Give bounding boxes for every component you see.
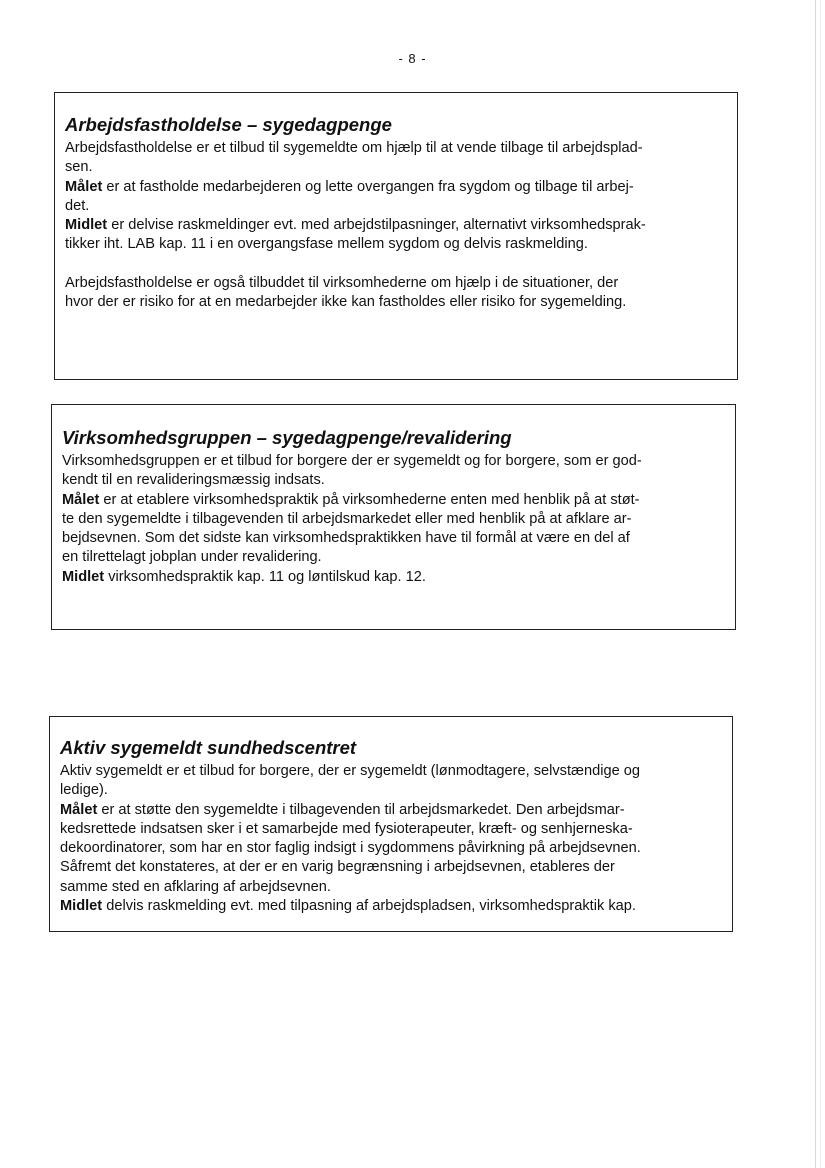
section-box-arbejdsfastholdelse xyxy=(54,92,738,380)
text-line xyxy=(65,293,737,312)
line-text: samme sted en afklaring af arbejdsevnen. xyxy=(60,878,331,895)
section-body xyxy=(65,139,737,312)
section-body xyxy=(62,452,735,587)
line-text: er delvise raskmeldinger evt. med arbejdstilpasninger, alternativt virksomhedsprak- xyxy=(107,217,646,234)
line-text: en tilrettelagt jobplan under revalidering. xyxy=(62,549,322,566)
text-line xyxy=(60,820,732,839)
text-line xyxy=(60,897,732,916)
text-line xyxy=(60,781,732,800)
line-text: det. xyxy=(65,197,90,214)
line-text: dekoordinatorer, som har en stor faglig indsigt i sygdommens påvirkning på arbejdsevnen. xyxy=(60,840,641,857)
line-text: ledige). xyxy=(60,782,108,799)
line-text: kedsrettede indsatsen sker i et samarbejde med fysioterapeuter, kræft- og senhjerneska- xyxy=(60,820,633,837)
section-title: Aktiv sygemeldt sundhedscentret xyxy=(60,737,357,758)
text-line xyxy=(62,548,735,567)
text-line xyxy=(65,139,737,158)
bold-label: Midlet xyxy=(60,898,103,915)
line-text: Arbejdsfastholdelse er også tilbuddet til virksomhederne om hjælp i de situationer, der xyxy=(65,274,619,291)
line-text: hvor der er risiko for at en medarbejder ikke kan fastholdes eller risiko for sygemelding. xyxy=(65,294,627,311)
bold-label: Målet xyxy=(65,178,103,195)
text-line xyxy=(65,235,737,254)
line-text: er at etablere virksomhedspraktik på virksomhederne enten med henblik på at støt- xyxy=(99,491,640,508)
section-title: Virksomhedsgruppen – sygedagpenge/revalidering xyxy=(62,427,512,448)
scan-edge xyxy=(815,0,816,1168)
line-text: Aktiv sygemeldt er et tilbud for borgere, der er sygemeldt (lønmodtagere, selvstændige og xyxy=(60,763,640,779)
paragraph-gap xyxy=(65,255,737,274)
text-line xyxy=(62,529,735,548)
bold-label: Midlet xyxy=(62,568,105,585)
section-box-virksomhedsgruppen xyxy=(51,404,736,630)
bold-label: Målet xyxy=(62,491,100,508)
text-line xyxy=(60,839,732,858)
text-line xyxy=(65,178,737,197)
bold-label: Midlet xyxy=(65,217,108,234)
line-text: te den sygemeldte i tilbagevenden til arbejdsmarkedet eller med henblik på at afklare ar- xyxy=(62,510,632,527)
line-text: er at fastholde medarbejderen og lette overgangen fra sygdom og tilbage til arbej- xyxy=(102,178,634,195)
line-text: bejdsevnen. Som det sidste kan virksomhedspraktikken have til formål at være en del af xyxy=(62,530,630,547)
text-line xyxy=(62,510,735,529)
line-text: virksomhedspraktik kap. 11 og løntilskud kap. 12. xyxy=(104,568,426,585)
section-title: Arbejdsfastholdelse – sygedagpenge xyxy=(65,114,392,135)
line-text: sen. xyxy=(65,159,93,176)
text-line xyxy=(62,491,735,510)
text-line xyxy=(60,801,732,820)
text-line xyxy=(65,216,737,235)
text-line xyxy=(60,878,732,897)
text-line xyxy=(60,858,732,877)
line-text: Virksomhedsgruppen er et tilbud for borgere der er sygemeldt og for borgere, som er god- xyxy=(62,453,642,469)
line-text: tikker iht. LAB kap. 11 i en overgangsfase mellem sygdom og delvis raskmelding. xyxy=(65,236,588,253)
text-line xyxy=(65,274,737,293)
line-text: Arbejdsfastholdelse er et tilbud til sygemeldte om hjælp til at vende tilbage til arbejdsplad- xyxy=(65,140,643,156)
bold-label: Målet xyxy=(60,801,98,818)
text-line xyxy=(62,568,735,587)
text-line xyxy=(60,762,732,781)
section-box-aktiv-sygemeldt xyxy=(49,716,733,932)
page-number: - 8 - xyxy=(398,51,427,66)
section-body xyxy=(60,762,732,916)
line-text: delvis raskmelding evt. med tilpasning af arbejdspladsen, virksomhedspraktik kap. xyxy=(102,898,636,915)
line-text: Såfremt det konstateres, at der er en varig begrænsning i arbejdsevnen, etableres der xyxy=(60,859,615,876)
scan-edge xyxy=(820,0,821,1168)
text-line xyxy=(65,158,737,177)
text-line xyxy=(62,452,735,471)
text-line xyxy=(62,471,735,490)
text-line xyxy=(65,197,737,216)
line-text: er at støtte den sygemeldte i tilbagevenden til arbejdsmarkedet. Den arbejdsmar- xyxy=(97,801,625,818)
line-text: kendt til en revalideringsmæssig indsats. xyxy=(62,472,325,489)
